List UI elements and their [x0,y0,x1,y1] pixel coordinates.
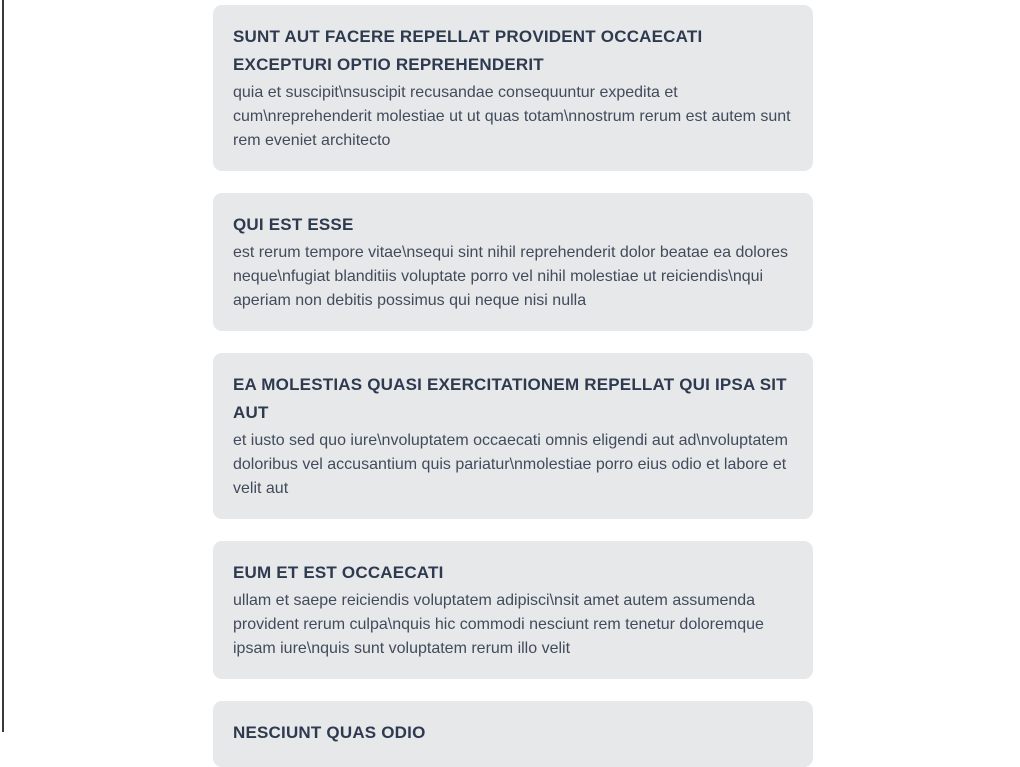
post-body: et iusto sed quo iure\nvoluptatem occaecati omnis eligendi aut ad\nvoluptatem doloribus vel accusantium quis pariatur\nmolestiae porro eius odio et labore et velit aut [233,432,789,497]
post-title: EA MOLESTIAS QUASI EXERCITATIONEM REPELLAT QUI IPSA SIT AUT [233,375,787,422]
post-card [213,193,813,331]
post-title: SUNT AUT FACERE REPELLAT PROVIDENT OCCAECATI EXCEPTURI OPTIO REPREHENDERIT [233,27,703,74]
post-body: quia et suscipit\nsuscipit recusandae consequuntur expedita et cum\nreprehenderit molestiae ut ut quas totam\nnostrum rerum est autem sunt rem eveniet architecto [233,84,791,149]
post-title: QUI EST ESSE [233,215,354,234]
post-title: NESCIUNT QUAS ODIO [233,723,426,742]
post-card [213,353,813,519]
window-left-border [2,0,4,732]
post-card [213,701,813,767]
post-body: est rerum tempore vitae\nsequi sint nihil reprehenderit dolor beatae ea dolores neque\nfugiat blanditiis voluptate porro vel nihil molestiae ut reiciendis\nqui aperiam non debitis possimus qui neque nisi nulla [233,244,788,309]
post-card [213,541,813,679]
post-card [213,5,813,171]
posts-list [213,0,813,767]
post-title: EUM ET EST OCCAECATI [233,563,444,582]
post-body: ullam et saepe reiciendis voluptatem adipisci\nsit amet autem assumenda provident rerum culpa\nquis hic commodi nesciunt rem tenetur doloremque ipsam iure\nquis sunt voluptatem rerum illo velit [233,592,764,657]
